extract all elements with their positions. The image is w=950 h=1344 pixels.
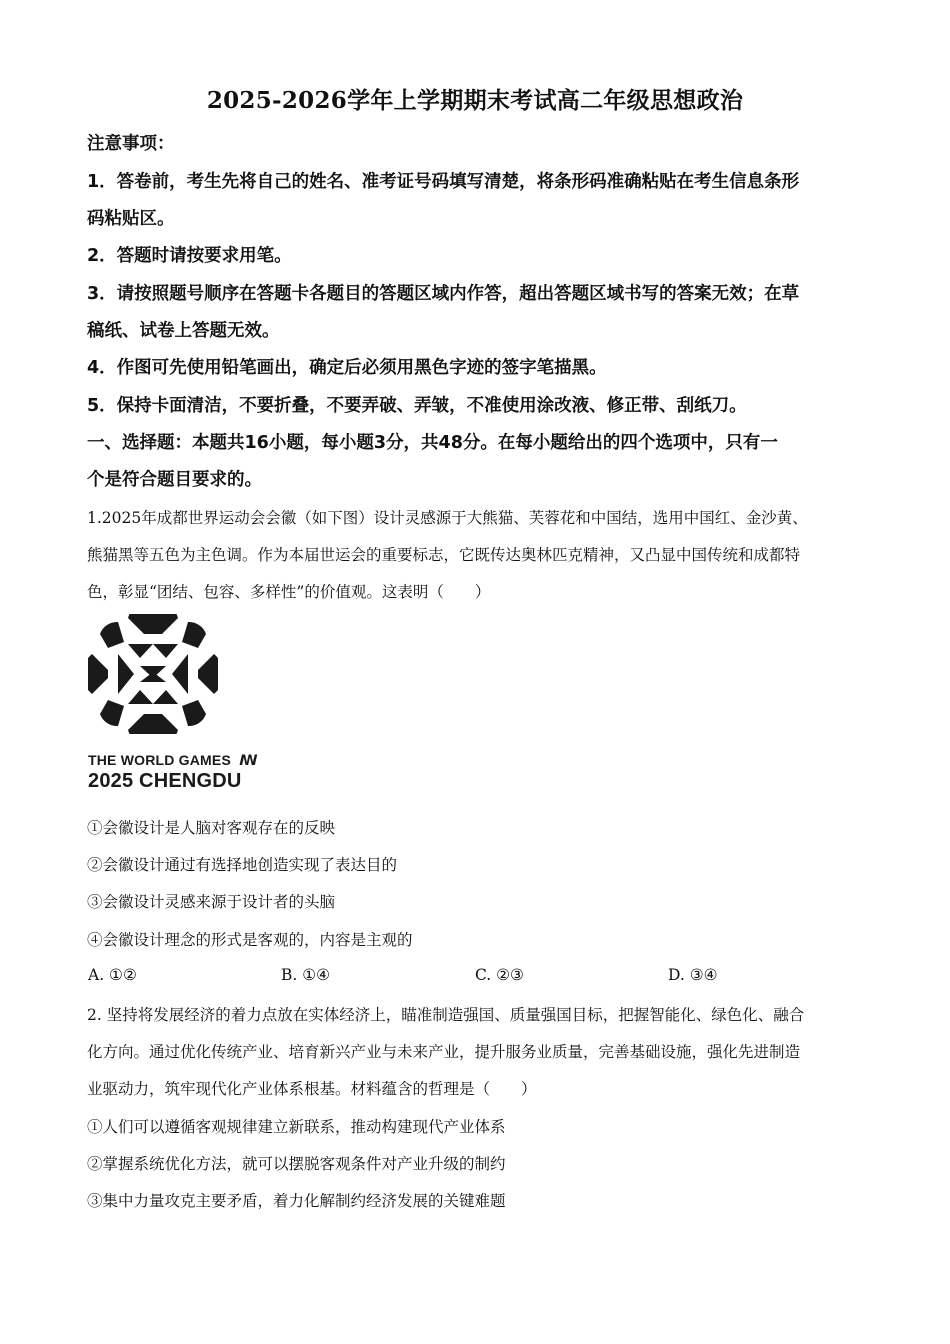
- question-1-stem: 色，彰显“团结、包容、多样性”的价值观。这表明（ ）: [87, 583, 491, 601]
- question-2-stem: 2. 坚持将发展经济的着力点放在实体经济上，瞄准制造强国、质量强国目标，把握智能化、绿色化、融合: [87, 1006, 805, 1024]
- world-games-logo: [88, 614, 258, 794]
- notes-line: 3．请按照题号顺序在答题卡各题目的答题区域内作答，超出答题区域书写的答案无效；在草: [87, 284, 800, 304]
- option-d: D. ③④: [668, 966, 718, 984]
- section-heading: 个是符合题目要求的。: [87, 470, 262, 490]
- question-1-stem: 熊猫黑等五色为主色调。作为本届世运会的重要标志，它既传达奥林匹克精神，又凸显中国传统和成都特: [87, 546, 801, 564]
- notes-line: 稿纸、试卷上答题无效。: [87, 321, 280, 341]
- notes-line: 5．保持卡面清洁，不要折叠，不要弄破、弄皱，不准使用涂改液、修正带、刮纸刀。: [87, 396, 747, 416]
- statement: ②会徽设计通过有选择地创造实现了表达目的: [87, 856, 398, 874]
- logo-text-line-1: THE WORLD GAMES ꟿ: [88, 752, 258, 768]
- section-heading: 一、选择题：本题共16小题，每小题3分，共48分。在每小题给出的四个选项中，只有一: [87, 433, 778, 453]
- notes-line: 2．答题时请按要求用笔。: [87, 246, 292, 266]
- option-a: A. ①②: [88, 966, 137, 984]
- notes-line: 1．答卷前，考生先将自己的姓名、准考证号码填写清楚，将条形码准确粘贴在考生信息条形: [87, 172, 800, 192]
- notes-line: 4．作图可先使用铅笔画出，确定后必须用黑色字迹的签字笔描黑。: [87, 358, 607, 378]
- world-games-mark-icon: ꟿ: [239, 752, 258, 768]
- notes-line: 码粘贴区。: [87, 209, 175, 229]
- option-c: C. ②③: [475, 966, 524, 984]
- notes-heading: 注意事项：: [87, 134, 175, 154]
- logo-text-line-2: 2025 CHENGDU: [88, 770, 242, 792]
- statement: ④会徽设计理念的形式是客观的，内容是主观的: [87, 931, 413, 949]
- statement: ③会徽设计灵感来源于设计者的头脑: [87, 893, 336, 911]
- question-2-stem: 化方向。通过优化传统产业、培育新兴产业与未来产业，提升服务业质量，完善基础设施，强化先进制造: [87, 1043, 801, 1061]
- world-games-emblem-icon: [88, 614, 218, 734]
- statement: ③集中力量攻克主要矛盾，着力化解制约经济发展的关键难题: [87, 1192, 506, 1210]
- statement: ②掌握系统优化方法，就可以摆脱客观条件对产业升级的制约: [87, 1155, 506, 1173]
- statement: ①会徽设计是人脑对客观存在的反映: [87, 819, 336, 837]
- statement: ①人们可以遵循客观规律建立新联系，推动构建现代产业体系: [87, 1118, 506, 1136]
- question-2-stem: 业驱动力，筑牢现代化产业体系根基。材料蕴含的哲理是（ ）: [87, 1080, 537, 1098]
- option-b: B. ①④: [281, 966, 331, 984]
- page-title: 2025-2026学年上学期期末考试高二年级思想政治: [206, 87, 744, 114]
- question-1-stem: 1.2025年成都世界运动会会徽（如下图）设计灵感源于大熊猫、芙蓉花和中国结，选用中国红、金沙黄、: [87, 509, 808, 527]
